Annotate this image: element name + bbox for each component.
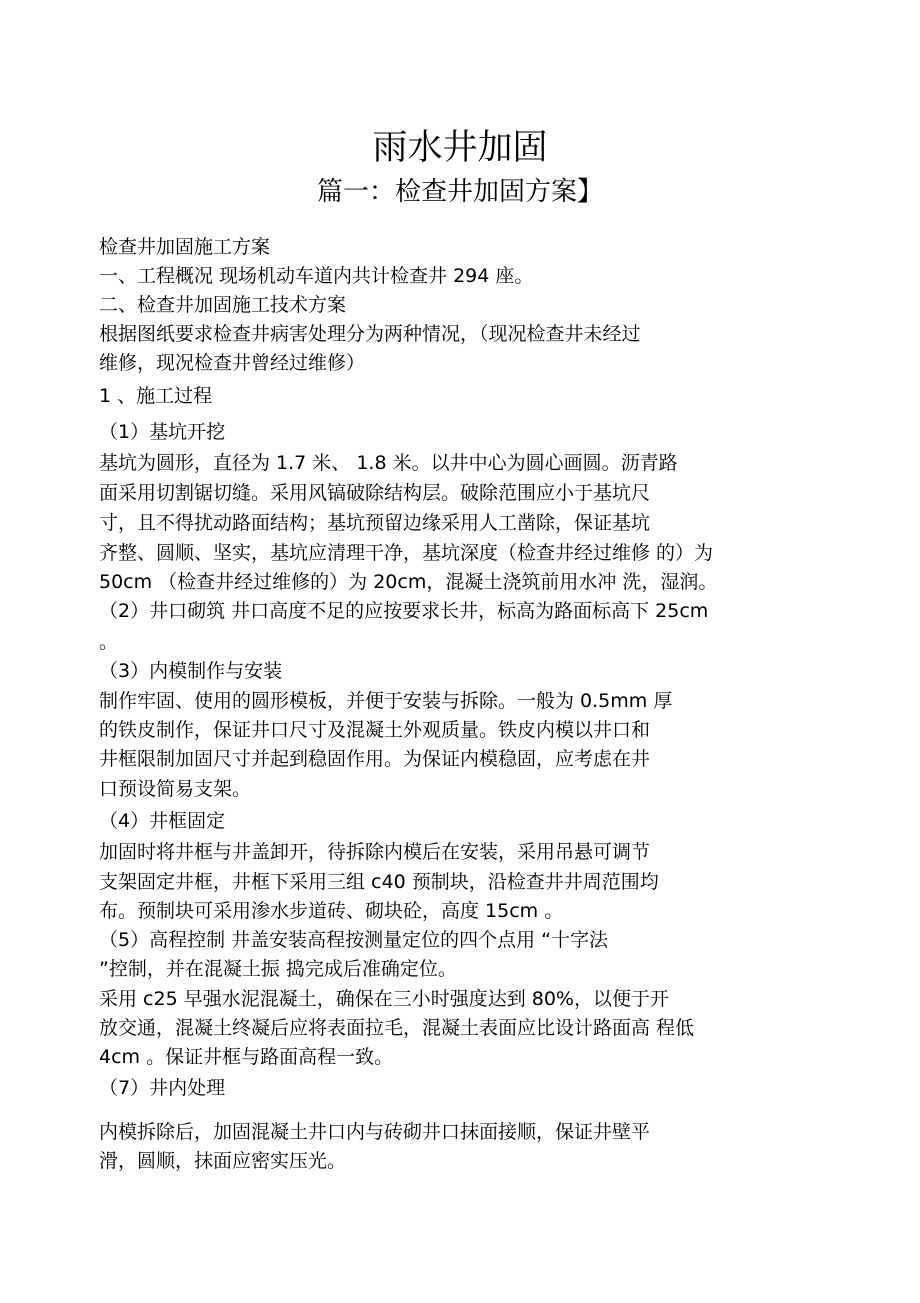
text-line: 放交通，混凝土终凝后应将表面拉毛，混凝土表面应比设计路面高 程低 [99,1017,695,1039]
text-line: 维修，现况检查井曾经过维修） [99,352,366,374]
text-line: （1）基坑开挖 [99,421,226,443]
text-line: （5）高程控制 井盖安装高程按测量定位的四个点用 “十字法 [99,929,609,951]
text-line: 井框限制加固尺寸并起到稳固作用。为保证内模稳固，应考虑在井 [99,748,651,770]
text-line: 齐整、圆顺、坚实，基坑应清理干净，基坑深度（检查井经过维修 的）为 [99,542,714,564]
text-line: （7）井内处理 [99,1077,226,1099]
text-line: 加固时将井框与井盖卸开，待拆除内模后在安装，采用吊悬可调节 [99,841,651,863]
text-line: 4cm 。保证井框与路面高程一致。 [99,1046,394,1068]
text-line: 制作牢固、使用的圆形模板，并便于安装与拆除。一般为 0.5mm 厚 [99,690,673,712]
text-line: 根据图纸要求检查井病害处理分为两种情况，（现况检查井未经过 [99,323,641,345]
text-line: 一、工程概况 现场机动车道内共计检查井 294 座。 [99,265,534,287]
text-line: 口预设简易支架。 [99,778,252,800]
text-line: 面采用切割锯切缝。采用风镐破除结构层。破除范围应小于基坑尺 [99,482,651,504]
text-line: （3）内模制作与安装 [99,660,283,682]
text-line: 内模拆除后，加固混凝土井口内与砖砌井口抹面接顺，保证井壁平 [99,1121,651,1143]
text-line: 支架固定井框，井框下采用三组 c40 预制块，沿检查井井周范围均 [99,871,659,893]
text-line: 滑，圆顺，抹面应密实压光。 [99,1150,347,1172]
document-title: 雨水井加固 [372,128,548,168]
document-subtitle: 篇一：检查井加固方案】 [316,177,603,207]
text-line: 检查井加固施工方案 [99,236,271,258]
text-line: 采用 c25 早强水泥混凝土，确保在三小时强度达到 80%，以便于开 [99,988,669,1010]
text-line: （2）井口砌筑 井口高度不足的应按要求长井，标高为路面标高下 25cm [99,600,709,622]
text-line: 寸，且不得扰动路面结构；基坑预留边缘采用人工凿除，保证基坑 [99,512,651,534]
text-line: ”控制，并在混凝土振 捣完成后准确定位。 [99,958,457,980]
text-line: 1 、施工过程 [99,385,213,407]
text-line: 基坑为圆形，直径为 1.7 米、 1.8 米。以井中心为圆心画圆。沥青路 [99,452,678,474]
text-line: 的铁皮制作，保证井口尺寸及混凝土外观质量。铁皮内模以井口和 [99,719,651,741]
text-line: 布。预制块可采用渗水步道砖、砌块砼，高度 15cm 。 [99,900,564,922]
text-line: 。 [99,631,119,653]
text-line: 50cm （检查井经过维修的）为 20cm，混凝土浇筑前用水冲 洗，湿润。 [99,571,718,593]
text-line: 二、检查井加固施工技术方案 [99,294,347,316]
text-line: （4）井框固定 [99,810,226,832]
